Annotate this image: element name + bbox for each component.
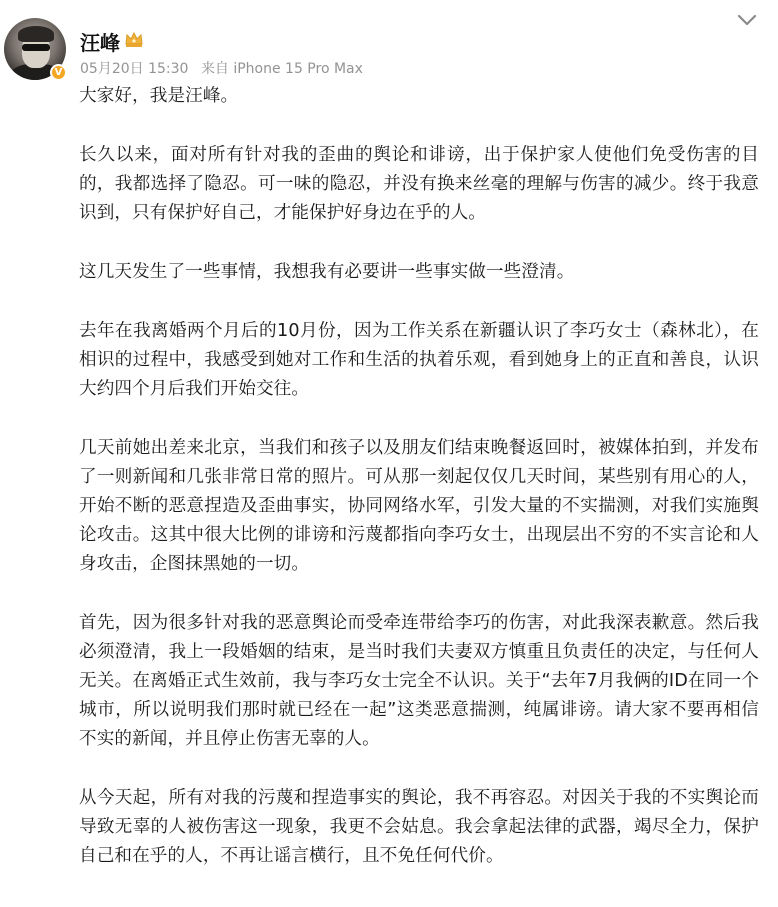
post-header <box>0 0 778 90</box>
paragraph: 从今天起，所有对我的污蔑和捏造事实的舆论，我不再容忍。对因关于我的不实舆论而导致无辜的人被伤害这一现象，我更不会姑息。我会拿起法律的武器，竭尽全力，保护自己和在乎的人，不再让谣言横行，且不免任何代价。 <box>79 788 759 866</box>
post-meta <box>80 58 371 78</box>
paragraph: 长久以来，面对所有针对我的歪曲的舆论和诽谤，出于保护家人使他们免受伤害的目的，我都选择了隐忍。可一味的隐忍，并没有换来丝毫的理解与伤害的减少。终于我意识到，只有保护好自己，才能保护好身边在乎的人。 <box>79 145 759 223</box>
paragraph: 这几天发生了一些事情，我想我有必要讲一些事实做一些澄清。 <box>79 262 575 282</box>
post-body <box>79 82 759 901</box>
verified-badge-icon: V <box>50 64 67 81</box>
crown-icon <box>124 30 144 48</box>
avatar-hair-shape <box>18 26 54 42</box>
paragraph: 几天前她出差来北京，当我们和孩子以及朋友们结束晚餐返回时，被媒体拍到，并发布了一则新闻和几张非常日常的照片。可从那一刻起仅仅几天时间，某些别有用心的人，开始不断的恶意捏造及歪曲事实，协同网络水军，引发大量的不实揣测，对我们实施舆论攻击。这其中很大比例的诽谤和污蔑都指向李巧女士，出现层出不穷的不实言论和人身攻击，企图抹黑她的一切。 <box>79 438 759 574</box>
post-date: 05月20日 15:30 <box>80 61 189 77</box>
chevron-down-icon[interactable] <box>736 12 758 28</box>
paragraph: 去年在我离婚两个月后的10月份，因为工作关系在新疆认识了李巧女士（森林北），在相识的过程中，我感受到她对工作和生活的执着乐观，看到她身上的正直和善良，认识大约四个月后我们开始交往。 <box>79 321 759 399</box>
author-name[interactable]: 汪峰 <box>80 31 120 55</box>
paragraph-greeting: 大家好，我是汪峰。 <box>79 86 239 106</box>
post-source: 来自 iPhone 15 Pro Max <box>200 61 363 77</box>
avatar-glasses-shape <box>22 44 50 51</box>
paragraph: 首先，因为很多针对我的恶意舆论而受牵连带给李巧的伤害，对此我深表歉意。然后我必须澄清，我上一段婚姻的结束，是当时我们夫妻双方慎重且负责任的决定，与任何人无关。在离婚正式生效前，我与李巧女士完全不认识。关于“去年7月我俩的ID在同一个城市，所以说明我们那时就已经在一起”这类恶意揣测，纯属诽谤。请大家不要再相信不实的新闻，并且停止伤害无辜的人。 <box>79 613 759 749</box>
